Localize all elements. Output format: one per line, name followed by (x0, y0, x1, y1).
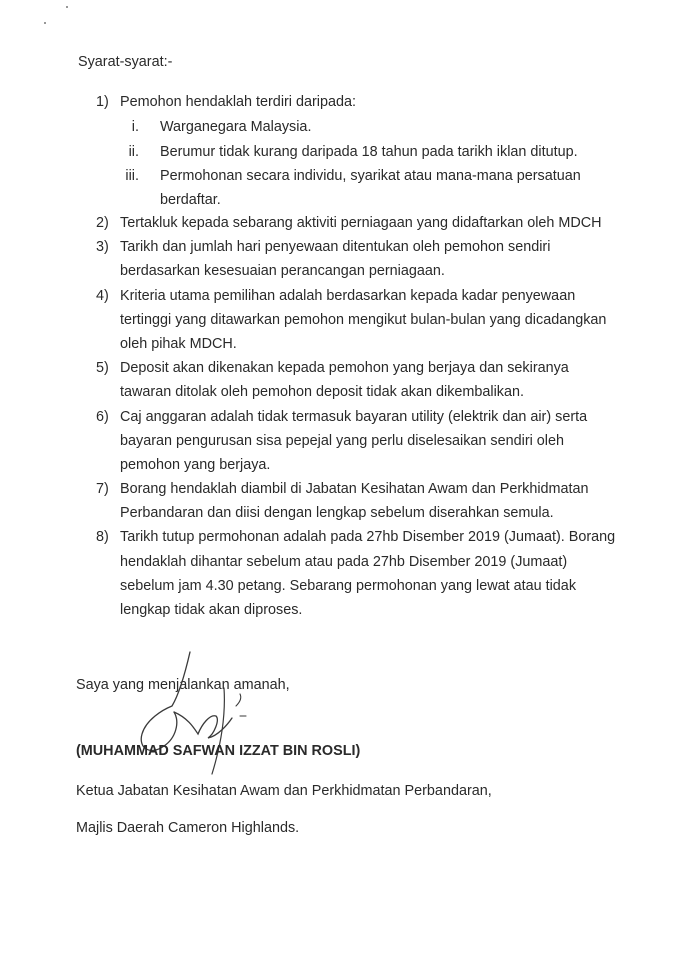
item-number: 8) (96, 529, 109, 545)
item-text: Perbandaran dan diisi dengan lengkap sebelum diserahkan semula. (120, 505, 554, 521)
item-number: 3) (96, 239, 109, 255)
scan-speck (44, 22, 46, 24)
sub-item-text: Warganegara Malaysia. (160, 119, 312, 135)
item-number: 1) (96, 94, 109, 110)
item-text: Deposit akan dikenakan kepada pemohon yang berjaya dan sekiranya (120, 360, 569, 376)
item-text: Borang hendaklah diambil di Jabatan Kesihatan Awam dan Perkhidmatan (120, 481, 589, 497)
sub-item-number: iii. (125, 168, 139, 184)
item-text: sebelum jam 4.30 petang. Sebarang permohonan yang lewat atau tidak (120, 578, 577, 594)
item-number: 6) (96, 409, 109, 425)
item-text: oleh pihak MDCH. (120, 336, 237, 352)
item-number: 7) (96, 481, 109, 497)
item-text: hendaklah dihantar sebelum atau pada 27hb Disember 2019 (Jumaat) (120, 554, 568, 570)
item-text: tertinggi yang ditawarkan pemohon mengikut bulan-bulan yang dicadangkan (120, 312, 607, 328)
sub-item-number: ii. (128, 144, 139, 160)
item-text: Pemohon hendaklah terdiri daripada: (120, 94, 357, 110)
item-text: lengkap tidak akan diproses. (120, 602, 303, 618)
item-number: 4) (96, 288, 109, 304)
scan-speck (66, 6, 68, 8)
sub-item-number: i. (131, 119, 139, 135)
signatory-title: Ketua Jabatan Kesihatan Awam dan Perkhidmatan Perbandaran, (76, 783, 492, 799)
sub-item-text: Permohonan secara individu, syarikat atau mana-mana persatuan (160, 168, 581, 184)
sub-item-text: berdaftar. (160, 192, 221, 208)
item-text: Tarikh dan jumlah hari penyewaan ditentukan oleh pemohon sendiri (120, 239, 551, 255)
item-text: Caj anggaran adalah tidak termasuk bayaran utility (elektrik dan air) serta (120, 409, 588, 425)
item-text: Tertakluk kepada sebarang aktiviti perniagaan yang didaftarkan oleh MDCH (120, 215, 602, 231)
item-text: tawaran ditolak oleh pemohon deposit tidak akan dikembalikan. (120, 384, 524, 400)
item-text: Kriteria utama pemilihan adalah berdasarkan kepada kadar penyewaan (120, 288, 576, 304)
sub-item-text: Berumur tidak kurang daripada 18 tahun pada tarikh iklan ditutup. (160, 144, 578, 160)
item-text: Tarikh tutup permohonan adalah pada 27hb Disember 2019 (Jumaat). Borang (120, 529, 616, 545)
organization-name: Majlis Daerah Cameron Highlands. (76, 820, 300, 836)
item-number: 5) (96, 360, 109, 376)
signatory-name: (MUHAMMAD SAFWAN IZZAT BIN ROSLI) (76, 743, 361, 759)
item-text: bayaran pengurusan sisa pepejal yang perlu diselesaikan sendiri oleh (120, 433, 565, 449)
item-number: 2) (96, 215, 109, 231)
closing-salutation: Saya yang menjalankan amanah, (76, 677, 290, 693)
item-text: pemohon yang berjaya. (120, 457, 271, 473)
item-text: berdasarkan kesesuaian perancangan perniagaan. (120, 263, 445, 279)
terms-heading: Syarat-syarat:- (78, 54, 173, 70)
